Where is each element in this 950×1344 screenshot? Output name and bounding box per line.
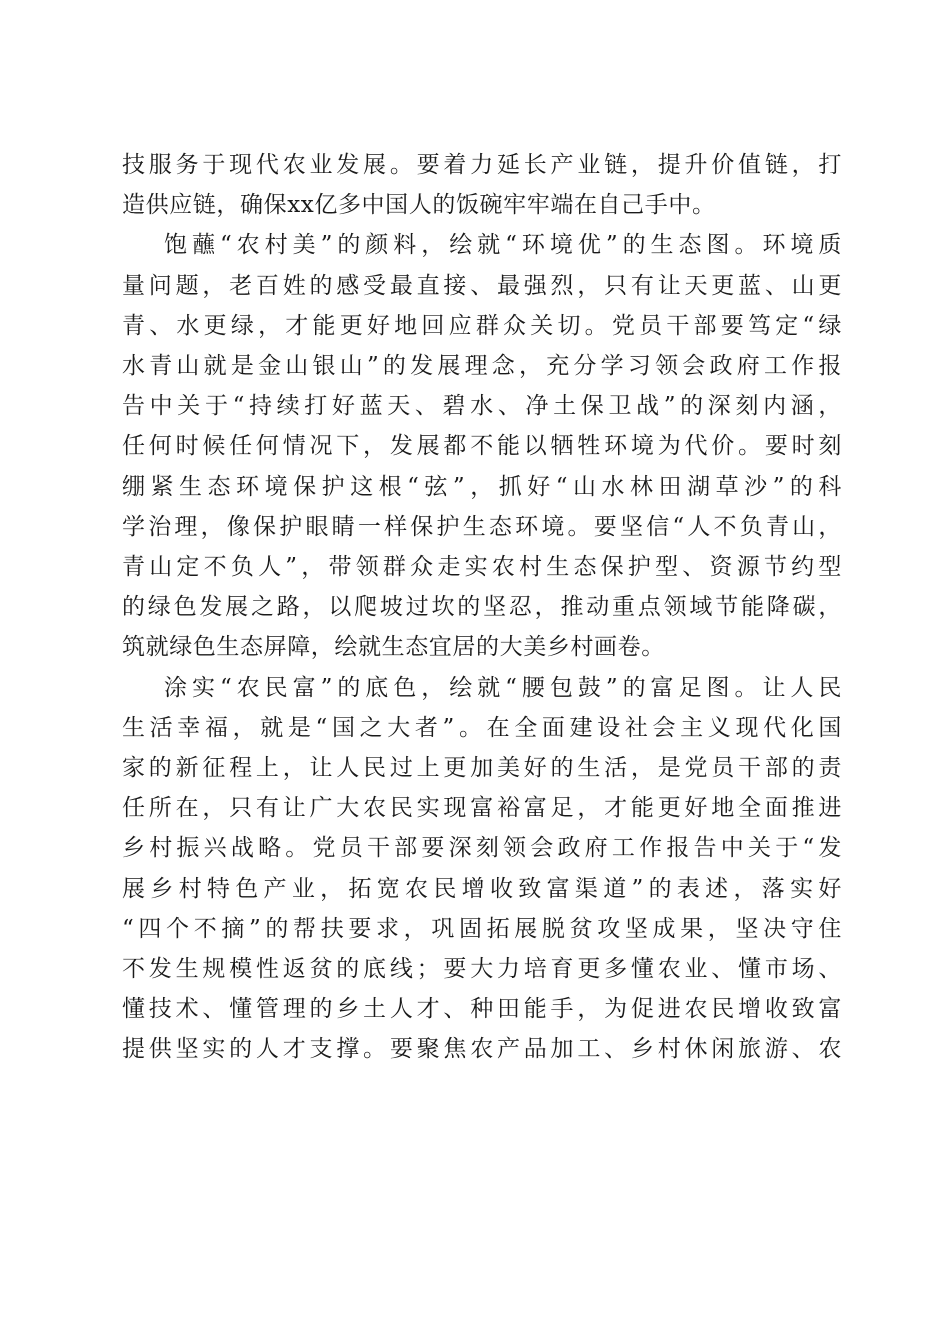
text-line: 量问题，老百姓的感受最直接、最强烈，只有让天更蓝、山更 (122, 272, 842, 299)
text-line: 任所在，只有让广大农民实现富裕富足，才能更好地全面推进 (122, 795, 842, 822)
text-line: 展乡村特色产业，拓宽农民增收致富渠道”的表述，落实好 (122, 875, 842, 902)
paragraph-continuation (122, 145, 842, 225)
text-line: 筑就绿色生态屏障，绘就生态宜居的大美乡村画卷。 (122, 634, 665, 661)
text-line: 绷紧生态环境保护这根“弦”，抓好“山水林田湖草沙”的科 (122, 473, 842, 500)
paragraph-farmer-wealth (122, 668, 842, 1070)
text-line: 不发生规模性返贫的底线；要大力培育更多懂农业、懂市场、 (122, 956, 842, 983)
paragraph-rural-beauty (122, 225, 842, 667)
text-line: 告中关于“持续打好蓝天、碧水、净土保卫战”的深刻内涵， (122, 393, 842, 420)
text-line: 技服务于现代农业发展。要着力延长产业链，提升价值链，打 (122, 152, 842, 178)
document-body (122, 145, 842, 1070)
text-line: 青、水更绿，才能更好地回应群众关切。党员干部要笃定“绿 (122, 312, 842, 339)
text-line: 任何时候任何情况下，发展都不能以牺牲环境为代价。要时刻 (122, 433, 842, 460)
text-line: 饱蘸“农村美”的颜料，绘就“环境优”的生态图。环境质 (164, 232, 842, 259)
text-line: 造供应链，确保xx亿多中国人的饭碗牢牢端在自己手中。 (122, 192, 716, 219)
text-line: 提供坚实的人才支撑。要聚焦农产品加工、乡村休闲旅游、农 (122, 1036, 842, 1063)
text-line: 生活幸福，就是“国之大者”。在全面建设社会主义现代化国 (122, 714, 842, 741)
text-line: 涂实“农民富”的底色，绘就“腰包鼓”的富足图。让人民 (164, 674, 842, 701)
text-line: 学治理，像保护眼睛一样保护生态环境。要坚信“人不负青山， (122, 513, 842, 540)
text-line: 的绿色发展之路，以爬坡过坎的坚忍，推动重点领域节能降碳， (122, 594, 842, 621)
text-line: 水青山就是金山银山”的发展理念，充分学习领会政府工作报 (122, 353, 842, 380)
text-line: 青山定不负人”，带领群众走实农村生态保护型、资源节约型 (122, 554, 842, 581)
text-line: “四个不摘”的帮扶要求，巩固拓展脱贫攻坚成果，坚决守住 (122, 915, 842, 942)
text-line: 家的新征程上，让人民过上更加美好的生活，是党员干部的责 (122, 755, 842, 782)
text-line: 懂技术、懂管理的乡土人才、种田能手，为促进农民增收致富 (122, 996, 842, 1023)
text-line: 乡村振兴战略。党员干部要深刻领会政府工作报告中关于“发 (122, 835, 842, 862)
